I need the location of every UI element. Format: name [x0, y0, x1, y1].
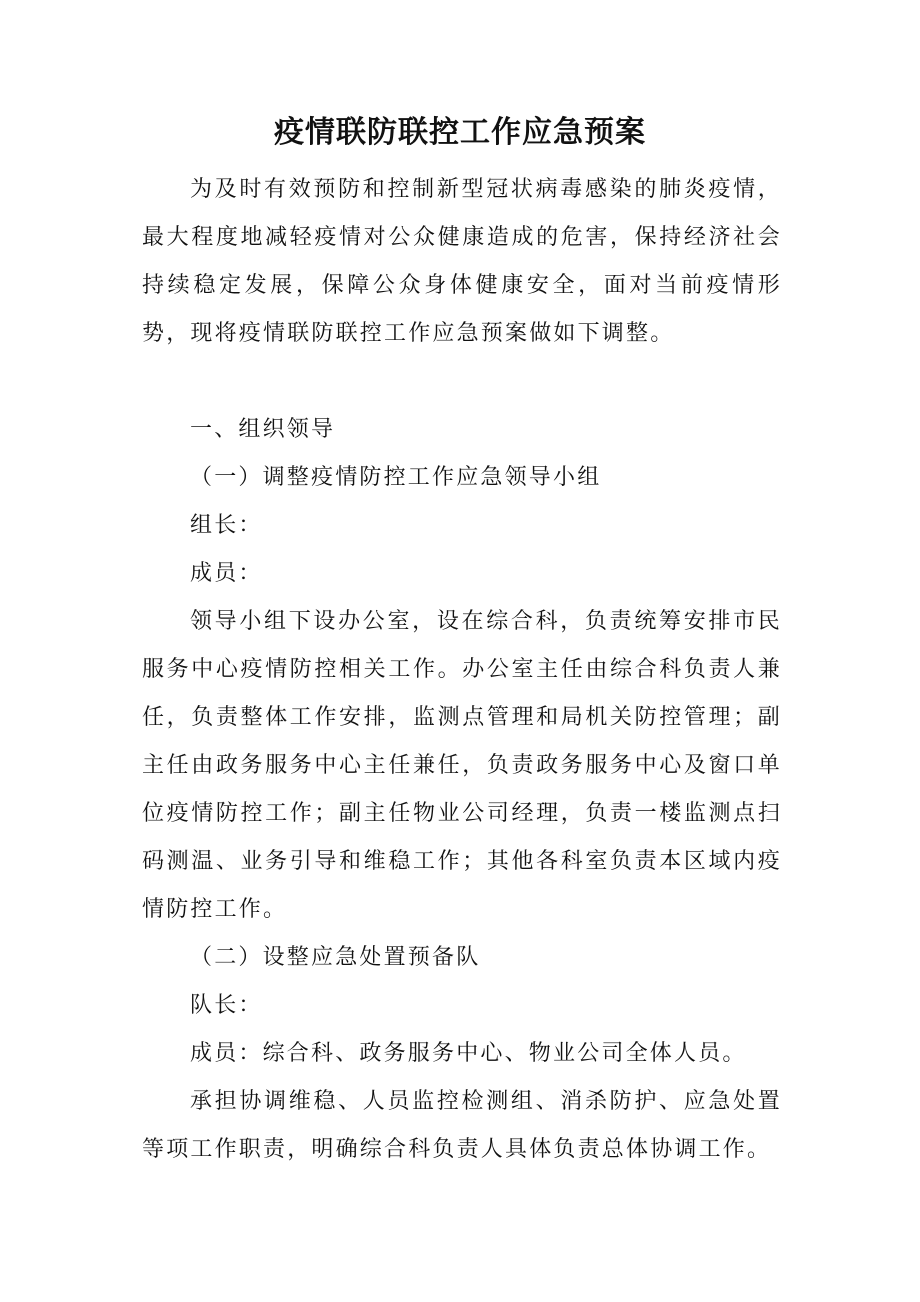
team-duties-paragraph: 承担协调维稳、人员监控检测组、消杀防护、应急处置等项工作职责，明确综合科负责人具体负责总体协调工作。 — [142, 1089, 782, 1162]
subsection-heading-reserve-team: （二）设整应急处置预备队 — [190, 945, 481, 970]
team-leader-line: 队长： — [190, 993, 263, 1018]
group-members-line: 成员： — [190, 561, 263, 586]
document-title: 疫情联防联控工作应急预案 — [274, 115, 646, 150]
subsection-heading-leading-group: （一）调整疫情防控工作应急领导小组 — [190, 465, 602, 490]
group-leader-line: 组长： — [190, 513, 263, 538]
intro-paragraph: 为及时有效预防和控制新型冠状病毒感染的肺炎疫情，最大程度地减轻疫情对公众健康造成的危害，保持经济社会持续稳定发展，保障公众身体健康安全，面对当前疫情形势，现将疫情联防联控工作应急预案做如下调整。 — [142, 177, 782, 346]
team-members-line: 成员：综合科、政务服务中心、物业公司全体人员。 — [190, 1041, 747, 1066]
office-responsibilities-paragraph: 领导小组下设办公室，设在综合科，负责统筹安排市民服务中心疫情防控相关工作。办公室主任由综合科负责人兼任，负责整体工作安排，监测点管理和局机关防控管理；副主任由政务服务中心主任兼任，负责政务服务中心及窗口单位疫情防控工作；副主任物业公司经理，负责一楼监测点扫码测温、业务引导和维稳工作；其他各科室负责本区域内疫情防控工作。 — [142, 609, 782, 922]
section-heading-organization: 一、组织领导 — [190, 417, 336, 442]
section-spacer — [142, 358, 782, 406]
document-body — [142, 166, 782, 1174]
